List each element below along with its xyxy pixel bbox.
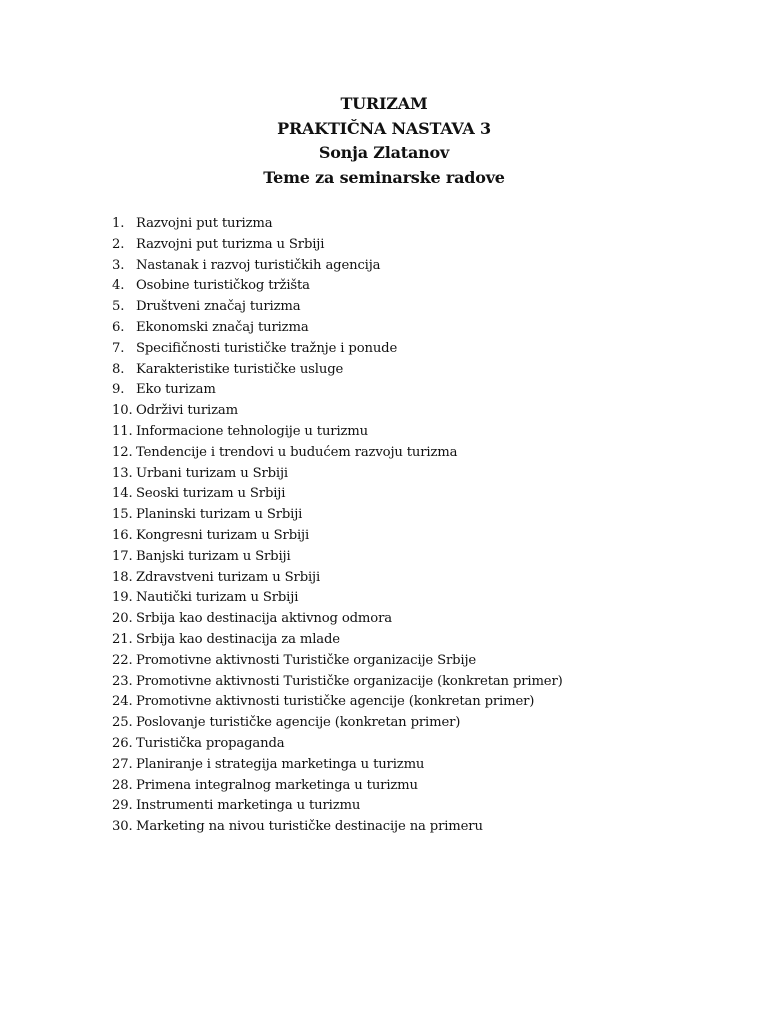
list-item (112, 443, 563, 464)
item-text: Banjski turizam u Srbiji (136, 548, 291, 564)
subject-title: TURIZAM (340, 94, 428, 113)
course-title: PRAKTIČNA NASTAVA 3 (277, 118, 491, 138)
list-item (112, 318, 563, 339)
item-number: 1. (112, 216, 125, 231)
list-item (112, 630, 563, 651)
list-item (112, 235, 563, 256)
item-text: Nastanak i razvoj turističkih agencija (136, 257, 381, 273)
item-number: 13. (112, 465, 133, 481)
list-item (112, 276, 563, 297)
item-text: Planiranje i strategija marketinga u turizmu (136, 756, 425, 772)
item-number: 14. (112, 486, 133, 502)
list-item (112, 526, 563, 547)
list-item (112, 297, 563, 318)
item-number: 7. (112, 340, 125, 356)
item-text: Ekonomski značaj turizma (136, 319, 309, 335)
item-number: 19. (112, 590, 133, 606)
author-name: Sonja Zlatanov (318, 143, 450, 162)
list-item (112, 360, 563, 381)
item-text: Tendencije i trendovi u budućem razvoju turizma (136, 444, 458, 460)
item-number: 29. (112, 798, 133, 814)
list-item (112, 776, 563, 797)
item-text: Poslovanje turističke agencije (konkretan primer) (136, 715, 461, 731)
item-number: 8. (112, 361, 125, 377)
list-item (112, 214, 563, 235)
item-number: 12. (112, 444, 133, 460)
item-number: 30. (112, 819, 133, 835)
list-item (112, 713, 563, 734)
item-text: Planinski turizam u Srbiji (136, 507, 303, 523)
item-number: 11. (112, 423, 133, 439)
item-number: 22. (112, 652, 133, 668)
item-text: Promotivne aktivnosti Turističke organizacije (konkretan primer) (136, 673, 563, 689)
item-number: 5. (112, 299, 125, 315)
item-number: 23. (112, 673, 133, 689)
item-number: 16. (112, 527, 133, 543)
item-number: 17. (112, 548, 133, 564)
item-text: Seoski turizam u Srbiji (136, 486, 286, 502)
list-item (112, 672, 563, 693)
item-text: Marketing na nivou turističke destinacije na primeru (136, 819, 483, 835)
item-number: 25. (112, 715, 133, 731)
item-text: Održivi turizam (136, 403, 238, 419)
list-item (112, 484, 563, 505)
list-item (112, 796, 563, 817)
item-number: 28. (112, 777, 133, 793)
list-item (112, 651, 563, 672)
list-item (112, 256, 563, 277)
item-text: Urbani turizam u Srbiji (136, 465, 288, 481)
list-item (112, 609, 563, 630)
item-text: Razvojni put turizma (136, 216, 273, 231)
topics-list (112, 214, 563, 838)
item-number: 24. (112, 694, 133, 710)
list-item (112, 568, 563, 589)
item-number: 20. (112, 611, 133, 627)
list-item (112, 755, 563, 776)
list-item (112, 505, 563, 526)
item-text: Promotivne aktivnosti turističke agencije (konkretan primer) (136, 694, 535, 710)
item-number: 3. (112, 257, 125, 273)
item-number: 27. (112, 756, 133, 772)
list-item (112, 422, 563, 443)
item-text: Promotivne aktivnosti Turističke organizacije Srbije (136, 652, 477, 668)
list-item (112, 547, 563, 568)
item-text: Nautički turizam u Srbiji (136, 590, 299, 606)
list-item (112, 380, 563, 401)
item-text: Eko turizam (136, 382, 216, 398)
item-text: Srbija kao destinacija aktivnog odmora (136, 611, 392, 627)
item-text: Karakteristike turističke usluge (136, 361, 344, 377)
item-number: 2. (112, 236, 125, 252)
item-text: Informacione tehnologije u turizmu (136, 423, 369, 439)
document-subtitle: Teme za seminarske radove (263, 167, 505, 187)
item-text: Kongresni turizam u Srbiji (136, 527, 310, 543)
item-number: 9. (112, 382, 125, 398)
item-number: 18. (112, 569, 133, 585)
item-number: 26. (112, 735, 133, 751)
item-text: Osobine turističkog tržišta (136, 278, 310, 294)
item-number: 15. (112, 507, 133, 523)
item-text: Instrumenti marketinga u turizmu (136, 798, 361, 814)
document-header (0, 92, 768, 190)
item-text: Društveni značaj turizma (136, 299, 301, 315)
item-text: Specifičnosti turističke tražnje i ponude (136, 340, 398, 356)
item-text: Primena integralnog marketinga u turizmu (136, 777, 418, 793)
list-item (112, 692, 563, 713)
item-number: 6. (112, 319, 125, 335)
item-text: Zdravstveni turizam u Srbiji (136, 569, 321, 585)
item-text: Razvojni put turizma u Srbiji (136, 236, 325, 252)
list-item (112, 339, 563, 360)
item-number: 10. (112, 403, 133, 419)
item-text: Srbija kao destinacija za mlade (136, 631, 340, 647)
list-item (112, 588, 563, 609)
item-number: 4. (112, 278, 125, 294)
list-item (112, 734, 563, 755)
list-item (112, 464, 563, 485)
list-item (112, 817, 563, 838)
list-item (112, 401, 563, 422)
item-number: 21. (112, 631, 133, 647)
item-text: Turistička propaganda (136, 735, 285, 751)
